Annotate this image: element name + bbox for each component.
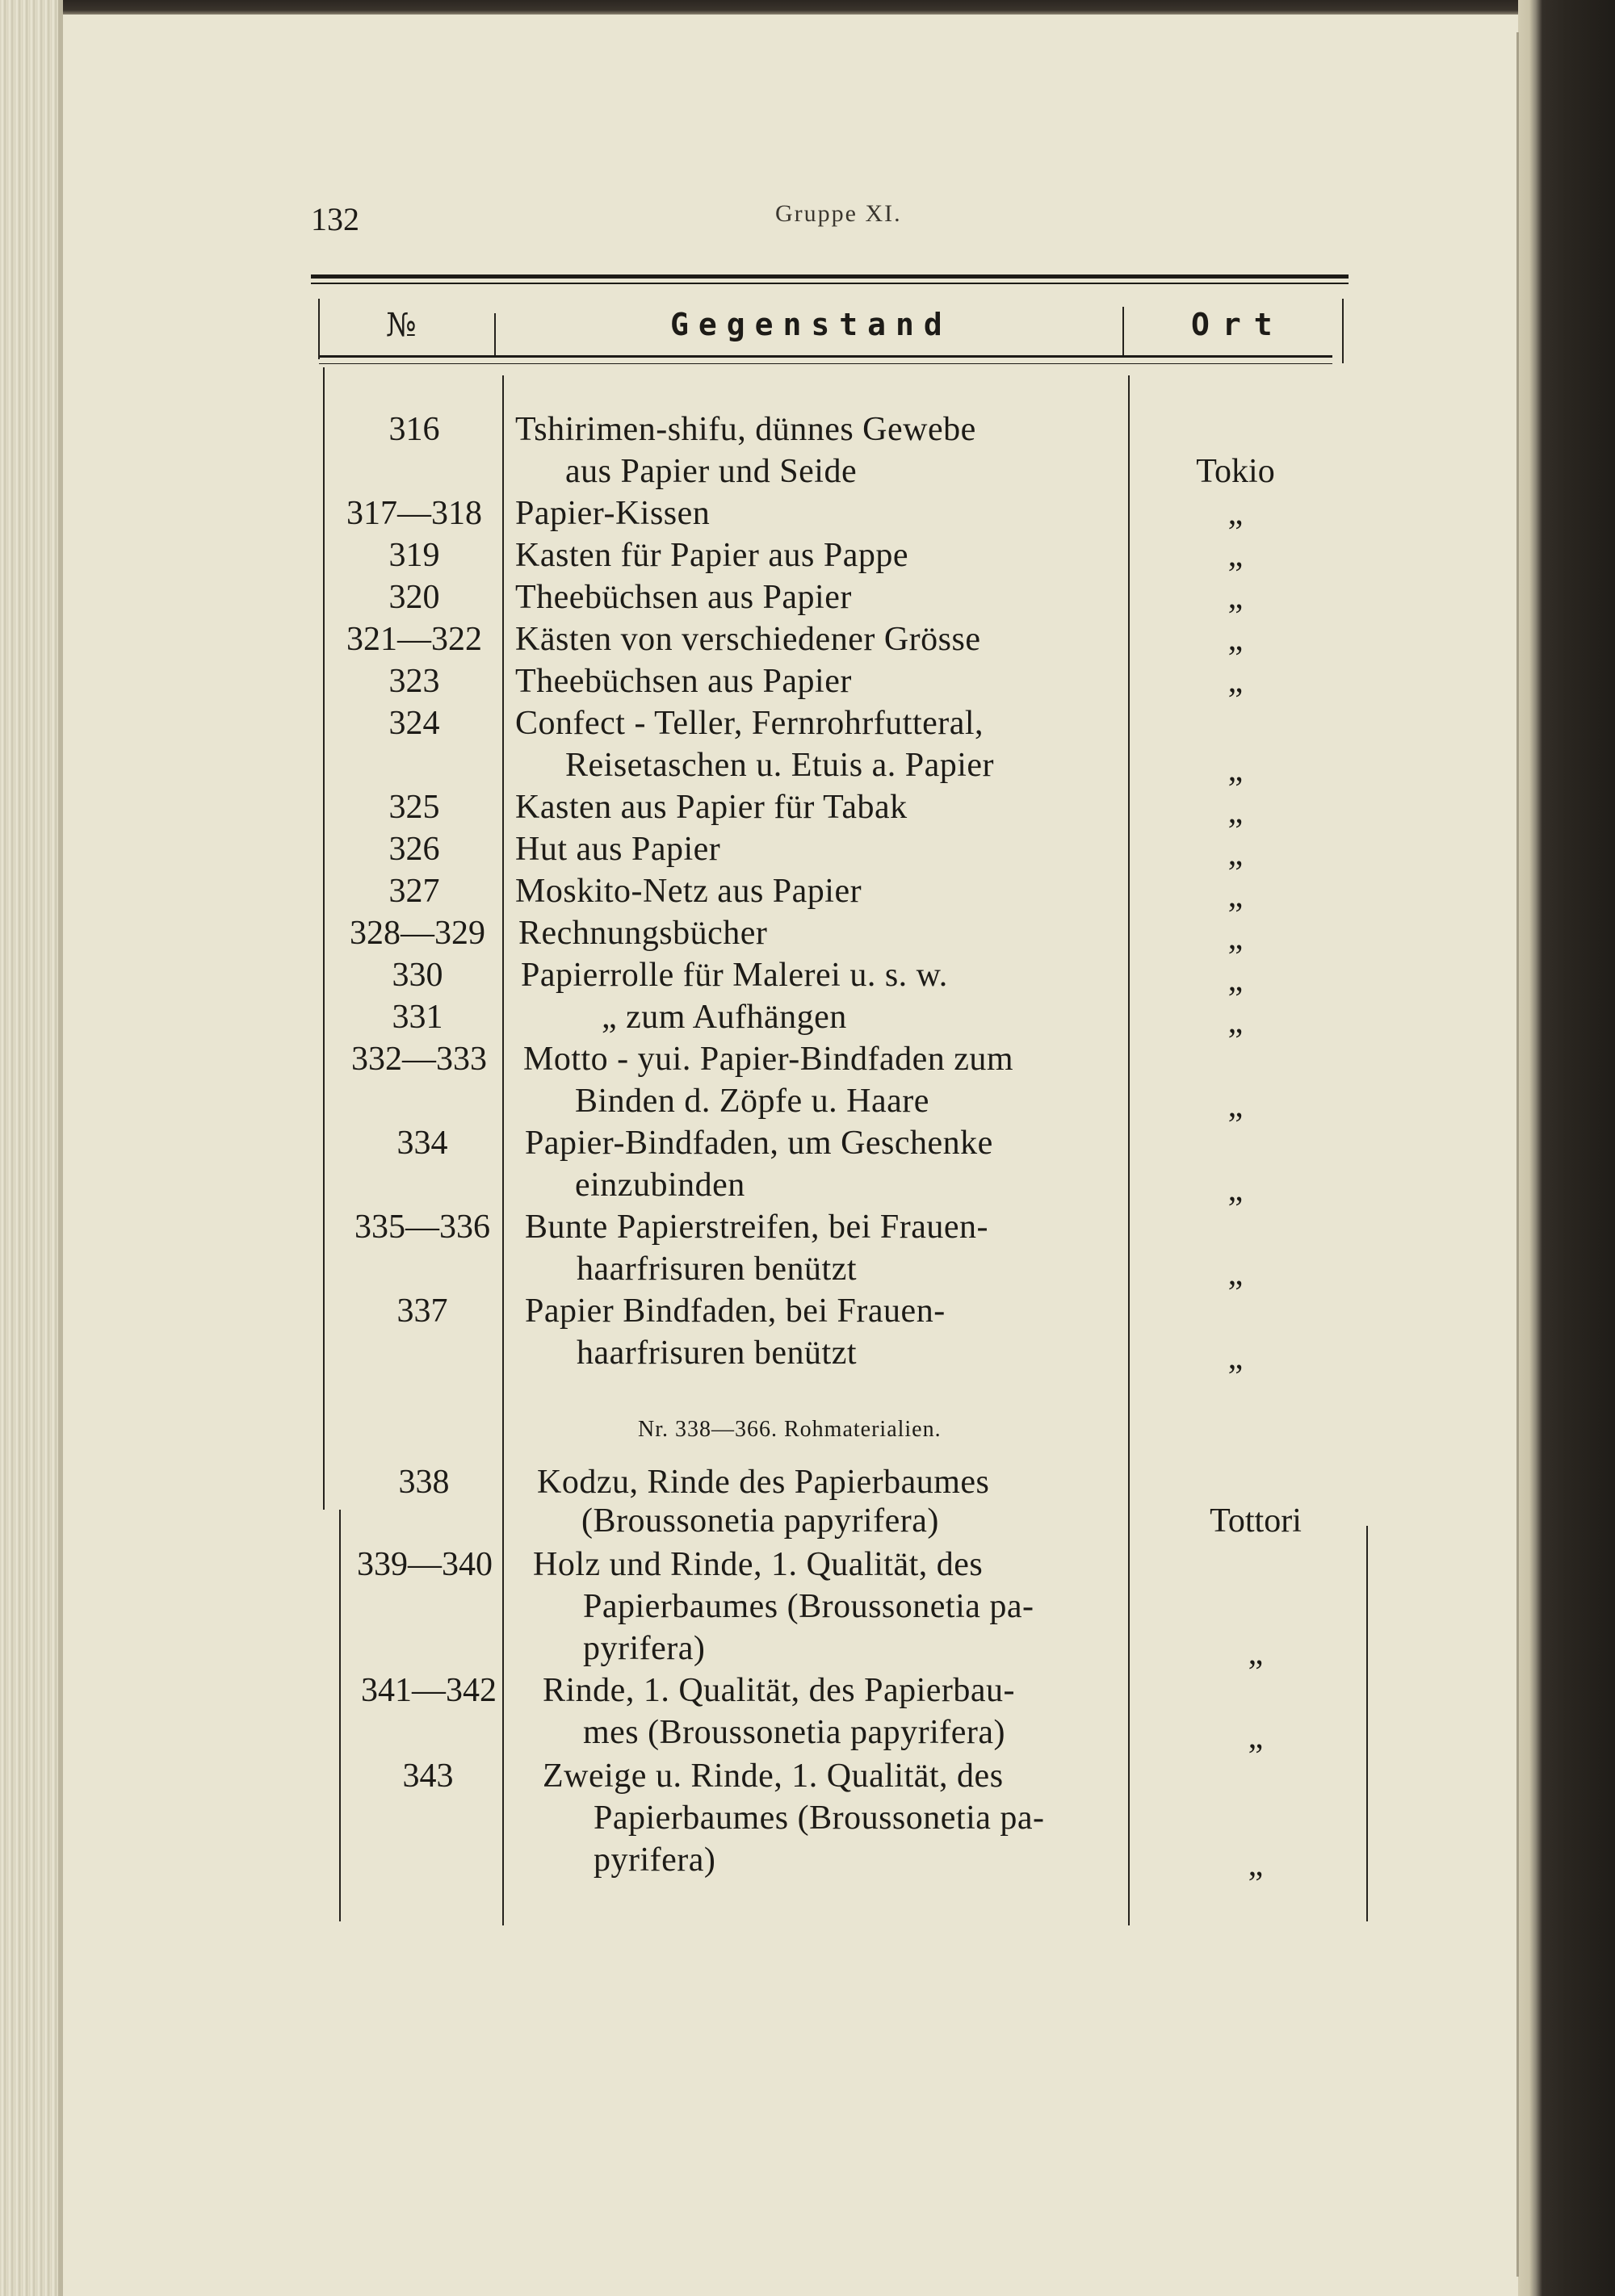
entry-place: „ xyxy=(1227,579,1244,616)
entry-description-cont: Papierbaumes (Broussonetia pa- xyxy=(583,1588,1034,1625)
entry-description: Rechnungsbücher xyxy=(518,915,768,952)
entry-description: Papier-Kissen xyxy=(515,495,711,532)
entry-place: „ xyxy=(1227,1255,1244,1293)
header-rule-top xyxy=(311,274,1349,279)
header-rule-top-thin xyxy=(311,283,1349,284)
entry-place: „ xyxy=(1227,663,1244,700)
entry-description: Hut aus Papier xyxy=(515,831,721,868)
entry-place: „ xyxy=(1227,1003,1244,1041)
entry-number: 323 xyxy=(388,663,440,700)
entry-number: 317—318 xyxy=(346,495,482,532)
book-gutter xyxy=(58,0,63,2296)
entry-description: Moskito-Netz aus Papier xyxy=(515,873,862,910)
entry-place: „ xyxy=(1227,621,1244,658)
header-rule-bottom xyxy=(319,355,1332,358)
entry-place: „ xyxy=(1227,1087,1244,1125)
column-divider-nr-head xyxy=(494,313,496,355)
entry-description-cont: haarfrisuren benützt xyxy=(577,1334,858,1372)
column-divider-ort-head xyxy=(1122,307,1124,355)
entry-description: „ zum Aufhängen xyxy=(602,999,847,1036)
entry-description: Bunte Papierstreifen, bei Frauen- xyxy=(525,1209,988,1246)
entry-description: Holz und Rinde, 1. Qualität, des xyxy=(533,1546,984,1583)
entry-number: 316 xyxy=(388,411,440,448)
entry-place: „ xyxy=(1227,752,1244,789)
entry-place: Tottori xyxy=(1210,1502,1302,1540)
entry-description-cont: Reisetaschen u. Etuis a. Papier xyxy=(565,747,995,784)
book-left-page-stack xyxy=(0,0,58,2296)
entry-description-cont: Binden d. Zöpfe u. Haare xyxy=(575,1083,929,1120)
entry-description: Theebüchsen aus Papier xyxy=(515,579,852,616)
header-rule-bottom-thin xyxy=(319,363,1332,364)
entry-description-cont: einzubinden xyxy=(575,1167,745,1204)
column-divider-ort xyxy=(1128,375,1130,1925)
entry-number: 332—333 xyxy=(351,1041,487,1078)
entry-place: „ xyxy=(1227,836,1244,873)
entry-number: 335—336 xyxy=(354,1209,490,1246)
entry-number: 321—322 xyxy=(346,621,482,658)
entry-description: Tshirimen-shifu, dünnes Gewebe xyxy=(515,411,976,448)
entry-number: 339—340 xyxy=(357,1546,493,1583)
entry-place: „ xyxy=(1227,878,1244,915)
entry-number: 341—342 xyxy=(361,1672,497,1709)
entry-place: „ xyxy=(1248,1846,1264,1883)
entry-number: 325 xyxy=(388,789,440,826)
table-border-left xyxy=(323,367,325,1510)
entry-number: 324 xyxy=(388,705,440,742)
entry-place: „ xyxy=(1227,920,1244,957)
entry-description-cont: pyrifera) xyxy=(594,1841,716,1879)
table-border-right xyxy=(1342,299,1344,363)
entry-place: „ xyxy=(1227,1339,1244,1376)
entry-place: „ xyxy=(1227,495,1244,532)
entry-description-cont: Papierbaumes (Broussonetia pa- xyxy=(594,1800,1045,1837)
table-border-right-lower xyxy=(1366,1526,1368,1921)
entry-description-cont: aus Papier und Seide xyxy=(565,453,858,490)
entry-description: Papier-Bindfaden, um Geschenke xyxy=(525,1125,993,1162)
column-header-ort: Ort xyxy=(1191,307,1286,342)
entry-description: Papier Bindfaden, bei Frauen- xyxy=(525,1293,946,1330)
entry-description: Confect - Teller, Fernrohrfutteral, xyxy=(515,705,984,742)
entry-description-cont: haarfrisuren benützt xyxy=(577,1251,858,1288)
column-header-gegenstand: Gegenstand xyxy=(670,307,952,342)
entry-place: „ xyxy=(1227,794,1244,831)
entry-number: 343 xyxy=(402,1758,454,1795)
entry-number: 319 xyxy=(388,537,440,574)
entry-description: Kasten für Papier aus Pappe xyxy=(515,537,909,574)
entry-place: „ xyxy=(1248,1635,1264,1672)
entry-description: Kodzu, Rinde des Papierbaumes xyxy=(537,1464,990,1501)
entry-description: Kasten aus Papier für Tabak xyxy=(515,789,908,826)
page-number: 132 xyxy=(311,201,359,237)
entry-description: Papierrolle für Malerei u. s. w. xyxy=(521,957,948,994)
page-edge-line xyxy=(1516,32,1519,2277)
entry-number: 330 xyxy=(392,957,443,994)
entry-number: 337 xyxy=(396,1293,448,1330)
entry-number: 326 xyxy=(388,831,440,868)
entry-number: 338 xyxy=(398,1464,450,1501)
entry-description-cont: (Broussonetia papyrifera) xyxy=(581,1502,939,1540)
entry-place: „ xyxy=(1227,962,1244,999)
entry-place: „ xyxy=(1227,537,1244,574)
entry-description-cont: mes (Broussonetia papyrifera) xyxy=(583,1714,1005,1751)
entry-description: Rinde, 1. Qualität, des Papierbau- xyxy=(543,1672,1016,1709)
running-title: Gruppe XI. xyxy=(775,200,902,227)
entry-description-cont: pyrifera) xyxy=(583,1630,706,1667)
entry-description: Kästen von verschiedener Grösse xyxy=(515,621,981,658)
entry-description: Zweige u. Rinde, 1. Qualität, des xyxy=(543,1758,1004,1795)
entry-place: „ xyxy=(1227,1171,1244,1209)
entry-number: 327 xyxy=(388,873,440,910)
entry-place: „ xyxy=(1248,1719,1264,1756)
column-header-nr: № xyxy=(386,307,417,344)
entry-description: Motto - yui. Papier-Bindfaden zum xyxy=(523,1041,1014,1078)
book-top-edge xyxy=(0,0,1615,15)
table-border-left-head xyxy=(318,299,320,359)
entry-number: 328—329 xyxy=(350,915,485,952)
entry-number: 320 xyxy=(388,579,440,616)
entry-number: 331 xyxy=(392,999,443,1036)
entry-place: Tokio xyxy=(1196,453,1275,490)
book-right-edge xyxy=(1518,0,1615,2296)
entry-number: 334 xyxy=(396,1125,448,1162)
section-heading: Nr. 338—366. Rohmaterialien. xyxy=(638,1417,942,1442)
entry-description: Theebüchsen aus Papier xyxy=(515,663,852,700)
